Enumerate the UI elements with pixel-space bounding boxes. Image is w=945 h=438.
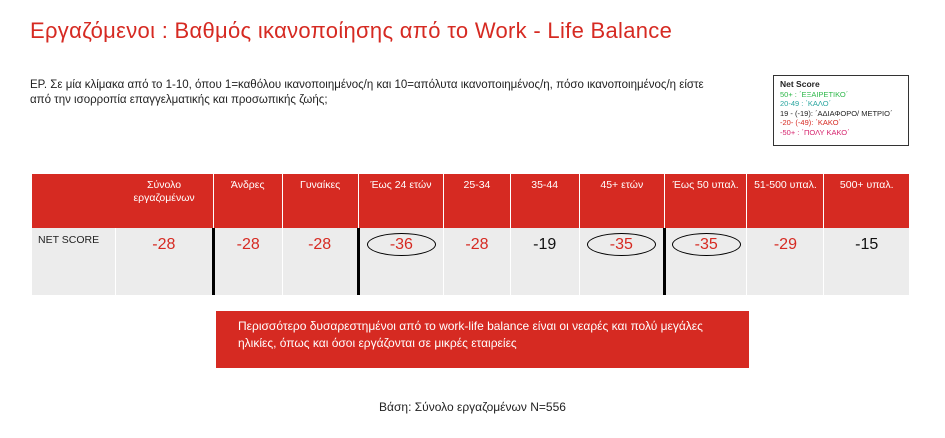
value-age-45-plus (579, 228, 664, 295)
net-score-legend (773, 75, 909, 146)
circled-value: -35 (587, 233, 656, 256)
net-score-table (32, 174, 910, 295)
header-age-25-34: 25-34 (444, 174, 511, 228)
value-size-under-50 (665, 228, 747, 295)
header-size-under-50: Έως 50 υπαλ. (665, 174, 747, 228)
value-size-500-plus: -15 (824, 228, 910, 295)
base-note: Βάση: Σύνολο εργαζομένων Ν=556 (379, 400, 566, 414)
header-age-45-plus: 45+ ετών (579, 174, 664, 228)
value-total: -28 (115, 228, 213, 295)
legend-title: Net Score (780, 79, 820, 89)
header-size-500-plus: 500+ υπαλ. (824, 174, 910, 228)
header-age-35-44: 35-44 (510, 174, 579, 228)
legend-item-good: 20-49 : ΄ΚΑΛΟ΄ (780, 99, 832, 109)
header-total: Σύνολο εργαζομένων (115, 174, 213, 228)
legend-item-very-bad: -50+ : ΄ΠΟΛΥ ΚΑΚΟ΄ (780, 127, 850, 137)
value-women: -28 (282, 228, 358, 295)
header-size-51-500: 51-500 υπαλ. (747, 174, 824, 228)
header-women: Γυναίκες (282, 174, 358, 228)
value-size-51-500: -29 (747, 228, 824, 295)
legend-item-excellent: 50+ : ΄ΕΞΑΙΡΕΤΙΚΟ΄ (780, 89, 849, 99)
header-blank (32, 174, 115, 228)
legend-item-neutral: 19 - (-19): ΄ΑΔΙΑΦΟΡΟ/ ΜΕΤΡΙΟ΄ (780, 108, 893, 118)
header-men: Άνδρες (213, 174, 282, 228)
insight-callout: Περισσότερο δυσαρεστημένοι από το work-life balance είναι οι νεαρές και πολύ μεγάλες ηλικίες, όπως και όσοι εργάζονται σε μικρές εταιρείες (216, 311, 749, 368)
legend-item-bad: -20- (-49): ΄ΚΑΚΟ΄ (780, 118, 842, 128)
table-header-row (32, 174, 910, 228)
header-age-under-24: Έως 24 ετών (358, 174, 443, 228)
survey-question: ΕΡ. Σε μία κλίμακα από το 1-10, όπου 1=καθόλου ικανοποιημένος/η και 10=απόλυτα ικανοποιημένος/η, πόσο ικανοποιημένος/η είστε από την ισορροπία επαγγελματικής και προσωπικής ζωής; (30, 79, 704, 106)
row-label: NET SCORE (32, 228, 115, 295)
page-title: Εργαζόμενοι : Βαθμός ικανοποίησης από το Work - Life Balance (30, 18, 673, 43)
value-age-35-44: -19 (510, 228, 579, 295)
value-men: -28 (213, 228, 282, 295)
value-age-25-34: -28 (444, 228, 511, 295)
circled-value: -35 (672, 233, 741, 256)
circled-value: -36 (367, 233, 436, 256)
table-row (32, 228, 910, 295)
value-age-under-24 (358, 228, 443, 295)
